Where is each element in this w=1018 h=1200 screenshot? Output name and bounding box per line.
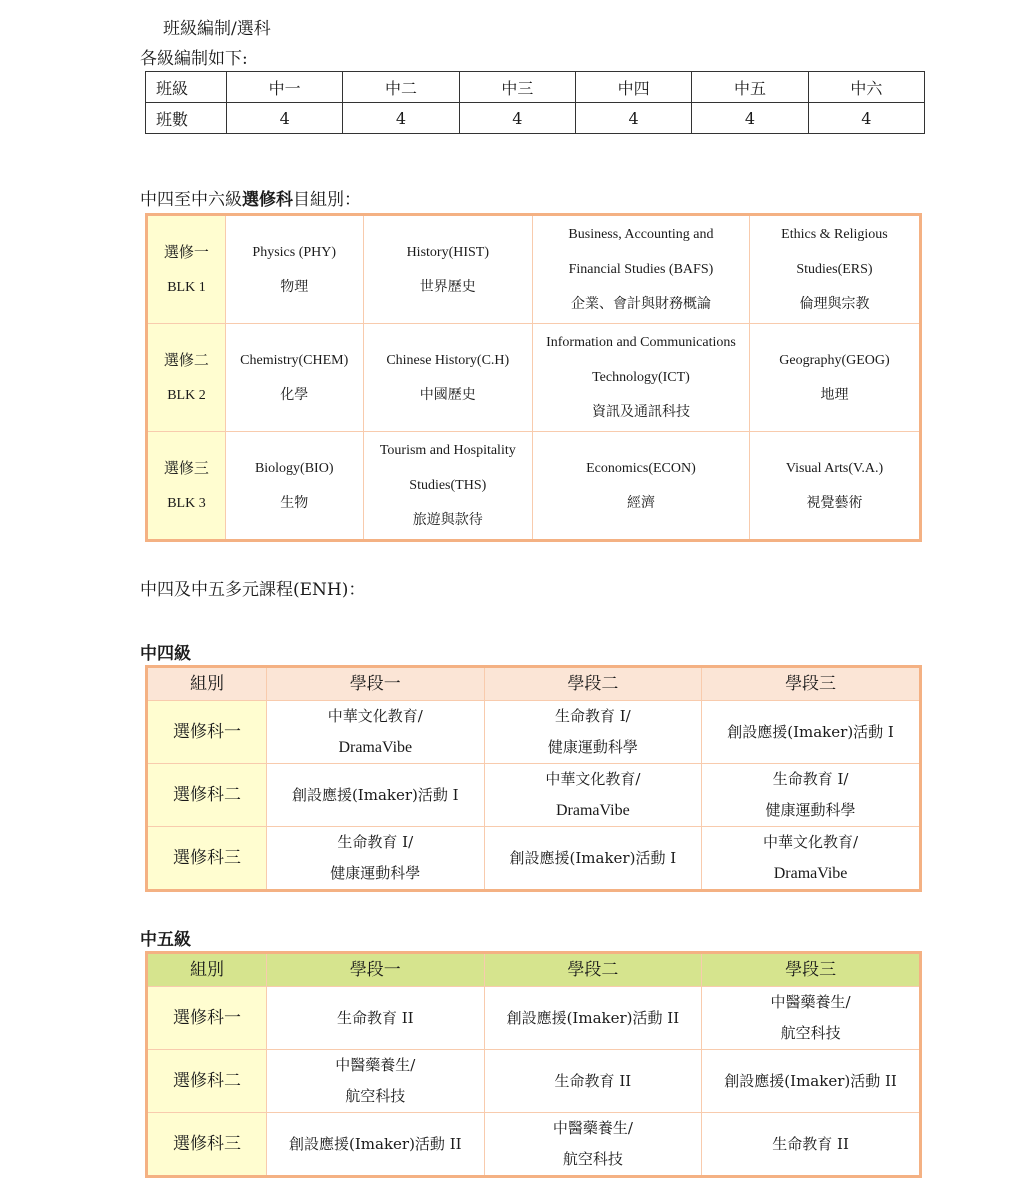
activity-cell — [267, 987, 485, 1050]
count-cell: 4 — [575, 103, 691, 134]
grade-cell: 中二 — [343, 72, 459, 103]
subject-en-name: Tourism and Hospitality Studies(THS) — [379, 443, 516, 493]
activity-cell — [267, 827, 485, 891]
group-label-cell: 選修科一 — [147, 987, 267, 1050]
activity-line: DramaVibe — [773, 865, 848, 882]
subject-cell — [532, 432, 749, 541]
grade-cell: 中四 — [575, 72, 691, 103]
column-header: 學段二 — [484, 953, 702, 987]
subject-zh-name: 生物 — [280, 494, 309, 511]
s4-enh-table — [145, 665, 922, 892]
block-en-label: BLK 2 — [167, 387, 206, 403]
column-header: 組別 — [147, 667, 267, 701]
grade-cell: 中五 — [692, 72, 808, 103]
activity-line: 中華文化教育/ — [545, 770, 641, 788]
activity-line: 航空科技 — [345, 1087, 406, 1105]
section-subtitle: 各級編制如下: — [140, 49, 248, 69]
elective-block-row — [147, 432, 921, 541]
table-row — [147, 1113, 921, 1177]
activity-cell — [267, 1050, 485, 1113]
activity-line: 創設應援(Imaker)活動 I — [509, 848, 677, 867]
activity-cell — [702, 764, 921, 827]
table-row — [147, 701, 921, 764]
subject-cell — [363, 215, 532, 324]
section-title: 班級編制/選科 — [163, 19, 271, 39]
table-row — [147, 827, 921, 891]
activity-cell — [702, 1113, 921, 1177]
column-header: 學段三 — [702, 667, 921, 701]
header-row — [147, 667, 921, 701]
header-row — [147, 953, 921, 987]
activity-line: 創設應援(Imaker)活動 I — [291, 785, 459, 804]
activity-line: 創設應援(Imaker)活動 II — [289, 1134, 462, 1153]
subject-cell — [532, 215, 749, 324]
block-label-cell — [147, 432, 226, 541]
block-en-label: BLK 3 — [167, 495, 206, 511]
elective-block-row — [147, 324, 921, 432]
activity-cell — [484, 701, 702, 764]
subject-en-name: Visual Arts(V.A.) — [785, 460, 884, 476]
elective-heading-pre: 中四至中六級 — [140, 190, 242, 210]
column-header: 組別 — [147, 953, 267, 987]
subject-cell — [363, 432, 532, 541]
activity-line: DramaVibe — [338, 739, 413, 756]
group-label-cell: 選修科三 — [147, 1113, 267, 1177]
subject-en-name: Biology(BIO) — [254, 460, 334, 476]
subject-cell — [532, 324, 749, 432]
subject-zh-name: 企業、會計與財務概論 — [570, 296, 711, 312]
elective-heading — [140, 185, 361, 210]
subject-cell — [363, 324, 532, 432]
block-zh-label: 選修三 — [163, 458, 209, 477]
activity-line: 創設應援(Imaker)活動 II — [506, 1008, 680, 1027]
activity-line: 中醫藥養生/ — [335, 1056, 416, 1074]
subject-zh-name: 世界歷史 — [419, 278, 476, 295]
class-count-table — [145, 71, 925, 134]
grade-row — [146, 72, 925, 103]
column-header: 學段一 — [267, 953, 485, 987]
column-header: 學段三 — [702, 953, 921, 987]
activity-cell — [484, 1050, 702, 1113]
subject-en-name: Ethics & Religious Studies(ERS) — [781, 227, 888, 277]
subject-en-name: Chinese History(C.H) — [386, 352, 510, 368]
row-label: 班數 — [146, 103, 227, 134]
count-cell: 4 — [227, 103, 343, 134]
activity-line: 生命教育 II — [336, 1008, 414, 1027]
activity-cell — [484, 1113, 702, 1177]
subject-en-name: History(HIST) — [406, 244, 489, 260]
subject-zh-name: 物理 — [280, 278, 309, 295]
activity-line: 中醫藥養生/ — [552, 1119, 633, 1137]
activity-cell — [484, 764, 702, 827]
subject-en-name: Geography(GEOG) — [779, 352, 890, 368]
activity-cell — [702, 1050, 921, 1113]
subject-zh-name: 倫理與宗教 — [799, 296, 870, 312]
activity-cell — [702, 701, 921, 764]
activity-line: 創設應援(Imaker)活動 I — [727, 722, 894, 741]
activity-line: 健康運動科學 — [330, 864, 421, 882]
activity-line: 生命教育 I/ — [554, 707, 631, 725]
subject-en-name: Information and Communications Technology(ICT) — [546, 335, 736, 385]
grade-cell: 中六 — [808, 72, 924, 103]
elective-heading-post: 目組別： — [293, 190, 361, 210]
activity-line: 健康運動科學 — [547, 738, 638, 756]
column-header: 學段一 — [267, 667, 485, 701]
group-label-cell: 選修科三 — [147, 827, 267, 891]
activity-cell — [484, 987, 702, 1050]
activity-line: DramaVibe — [556, 802, 630, 819]
activity-line: 生命教育 II — [554, 1071, 632, 1090]
subject-en-name: Business, Accounting and Financial Studies (BAFS) — [568, 227, 714, 277]
activity-line: 中華文化教育/ — [763, 833, 859, 851]
block-zh-label: 選修二 — [163, 350, 209, 369]
activity-line: 生命教育 I/ — [337, 833, 414, 851]
subject-cell — [749, 432, 920, 541]
activity-cell — [267, 764, 485, 827]
activity-line: 生命教育 II — [772, 1134, 849, 1153]
activity-cell — [267, 701, 485, 764]
activity-line: 生命教育 I/ — [772, 770, 849, 788]
activity-cell — [702, 827, 921, 891]
subject-en-name: Economics(ECON) — [586, 460, 696, 476]
block-label-cell — [147, 215, 226, 324]
subject-zh-name: 化學 — [280, 386, 309, 403]
block-en-label: BLK 1 — [167, 279, 206, 295]
table-row — [147, 987, 921, 1050]
subject-zh-name: 視覺藝術 — [806, 494, 863, 511]
activity-cell — [484, 827, 702, 891]
group-label-cell: 選修科二 — [147, 764, 267, 827]
subject-zh-name: 資訊及通訊科技 — [591, 404, 690, 420]
block-label-cell — [147, 324, 226, 432]
s5-title: 中五級 — [140, 930, 191, 950]
activity-cell — [267, 1113, 485, 1177]
grade-cell: 中一 — [227, 72, 343, 103]
table-row — [147, 764, 921, 827]
enh-heading: 中四及中五多元課程(ENH)： — [140, 580, 366, 600]
activity-line: 中華文化教育/ — [327, 707, 423, 725]
activity-line: 航空科技 — [562, 1150, 623, 1168]
activity-cell — [702, 987, 921, 1050]
subject-cell — [225, 215, 363, 324]
count-cell: 4 — [459, 103, 575, 134]
group-label-cell: 選修科二 — [147, 1050, 267, 1113]
group-label-cell: 選修科一 — [147, 701, 267, 764]
activity-line: 健康運動科學 — [765, 801, 856, 819]
elective-table — [145, 213, 922, 542]
row-label: 班級 — [146, 72, 227, 103]
s4-title: 中四級 — [140, 644, 191, 664]
count-cell: 4 — [692, 103, 808, 134]
subject-zh-name: 經濟 — [626, 494, 655, 511]
elective-heading-bold: 選修科 — [242, 190, 293, 210]
grade-cell: 中三 — [459, 72, 575, 103]
subject-zh-name: 地理 — [820, 386, 849, 403]
table-row — [147, 1050, 921, 1113]
s5-enh-table — [145, 951, 922, 1178]
subject-cell — [225, 324, 363, 432]
count-cell: 4 — [808, 103, 924, 134]
subject-zh-name: 旅遊與款待 — [412, 512, 483, 528]
count-row — [146, 103, 925, 134]
activity-line: 航空科技 — [780, 1024, 841, 1042]
subject-en-name: Physics (PHY) — [252, 244, 337, 260]
activity-line: 中醫藥養生/ — [770, 993, 851, 1011]
activity-line: 創設應援(Imaker)活動 II — [724, 1071, 897, 1090]
elective-block-row — [147, 215, 921, 324]
subject-cell — [225, 432, 363, 541]
count-cell: 4 — [343, 103, 459, 134]
subject-en-name: Chemistry(CHEM) — [240, 352, 349, 368]
subject-cell — [749, 215, 920, 324]
block-zh-label: 選修一 — [163, 242, 209, 261]
subject-zh-name: 中國歷史 — [419, 386, 476, 403]
subject-cell — [749, 324, 920, 432]
column-header: 學段二 — [484, 667, 702, 701]
